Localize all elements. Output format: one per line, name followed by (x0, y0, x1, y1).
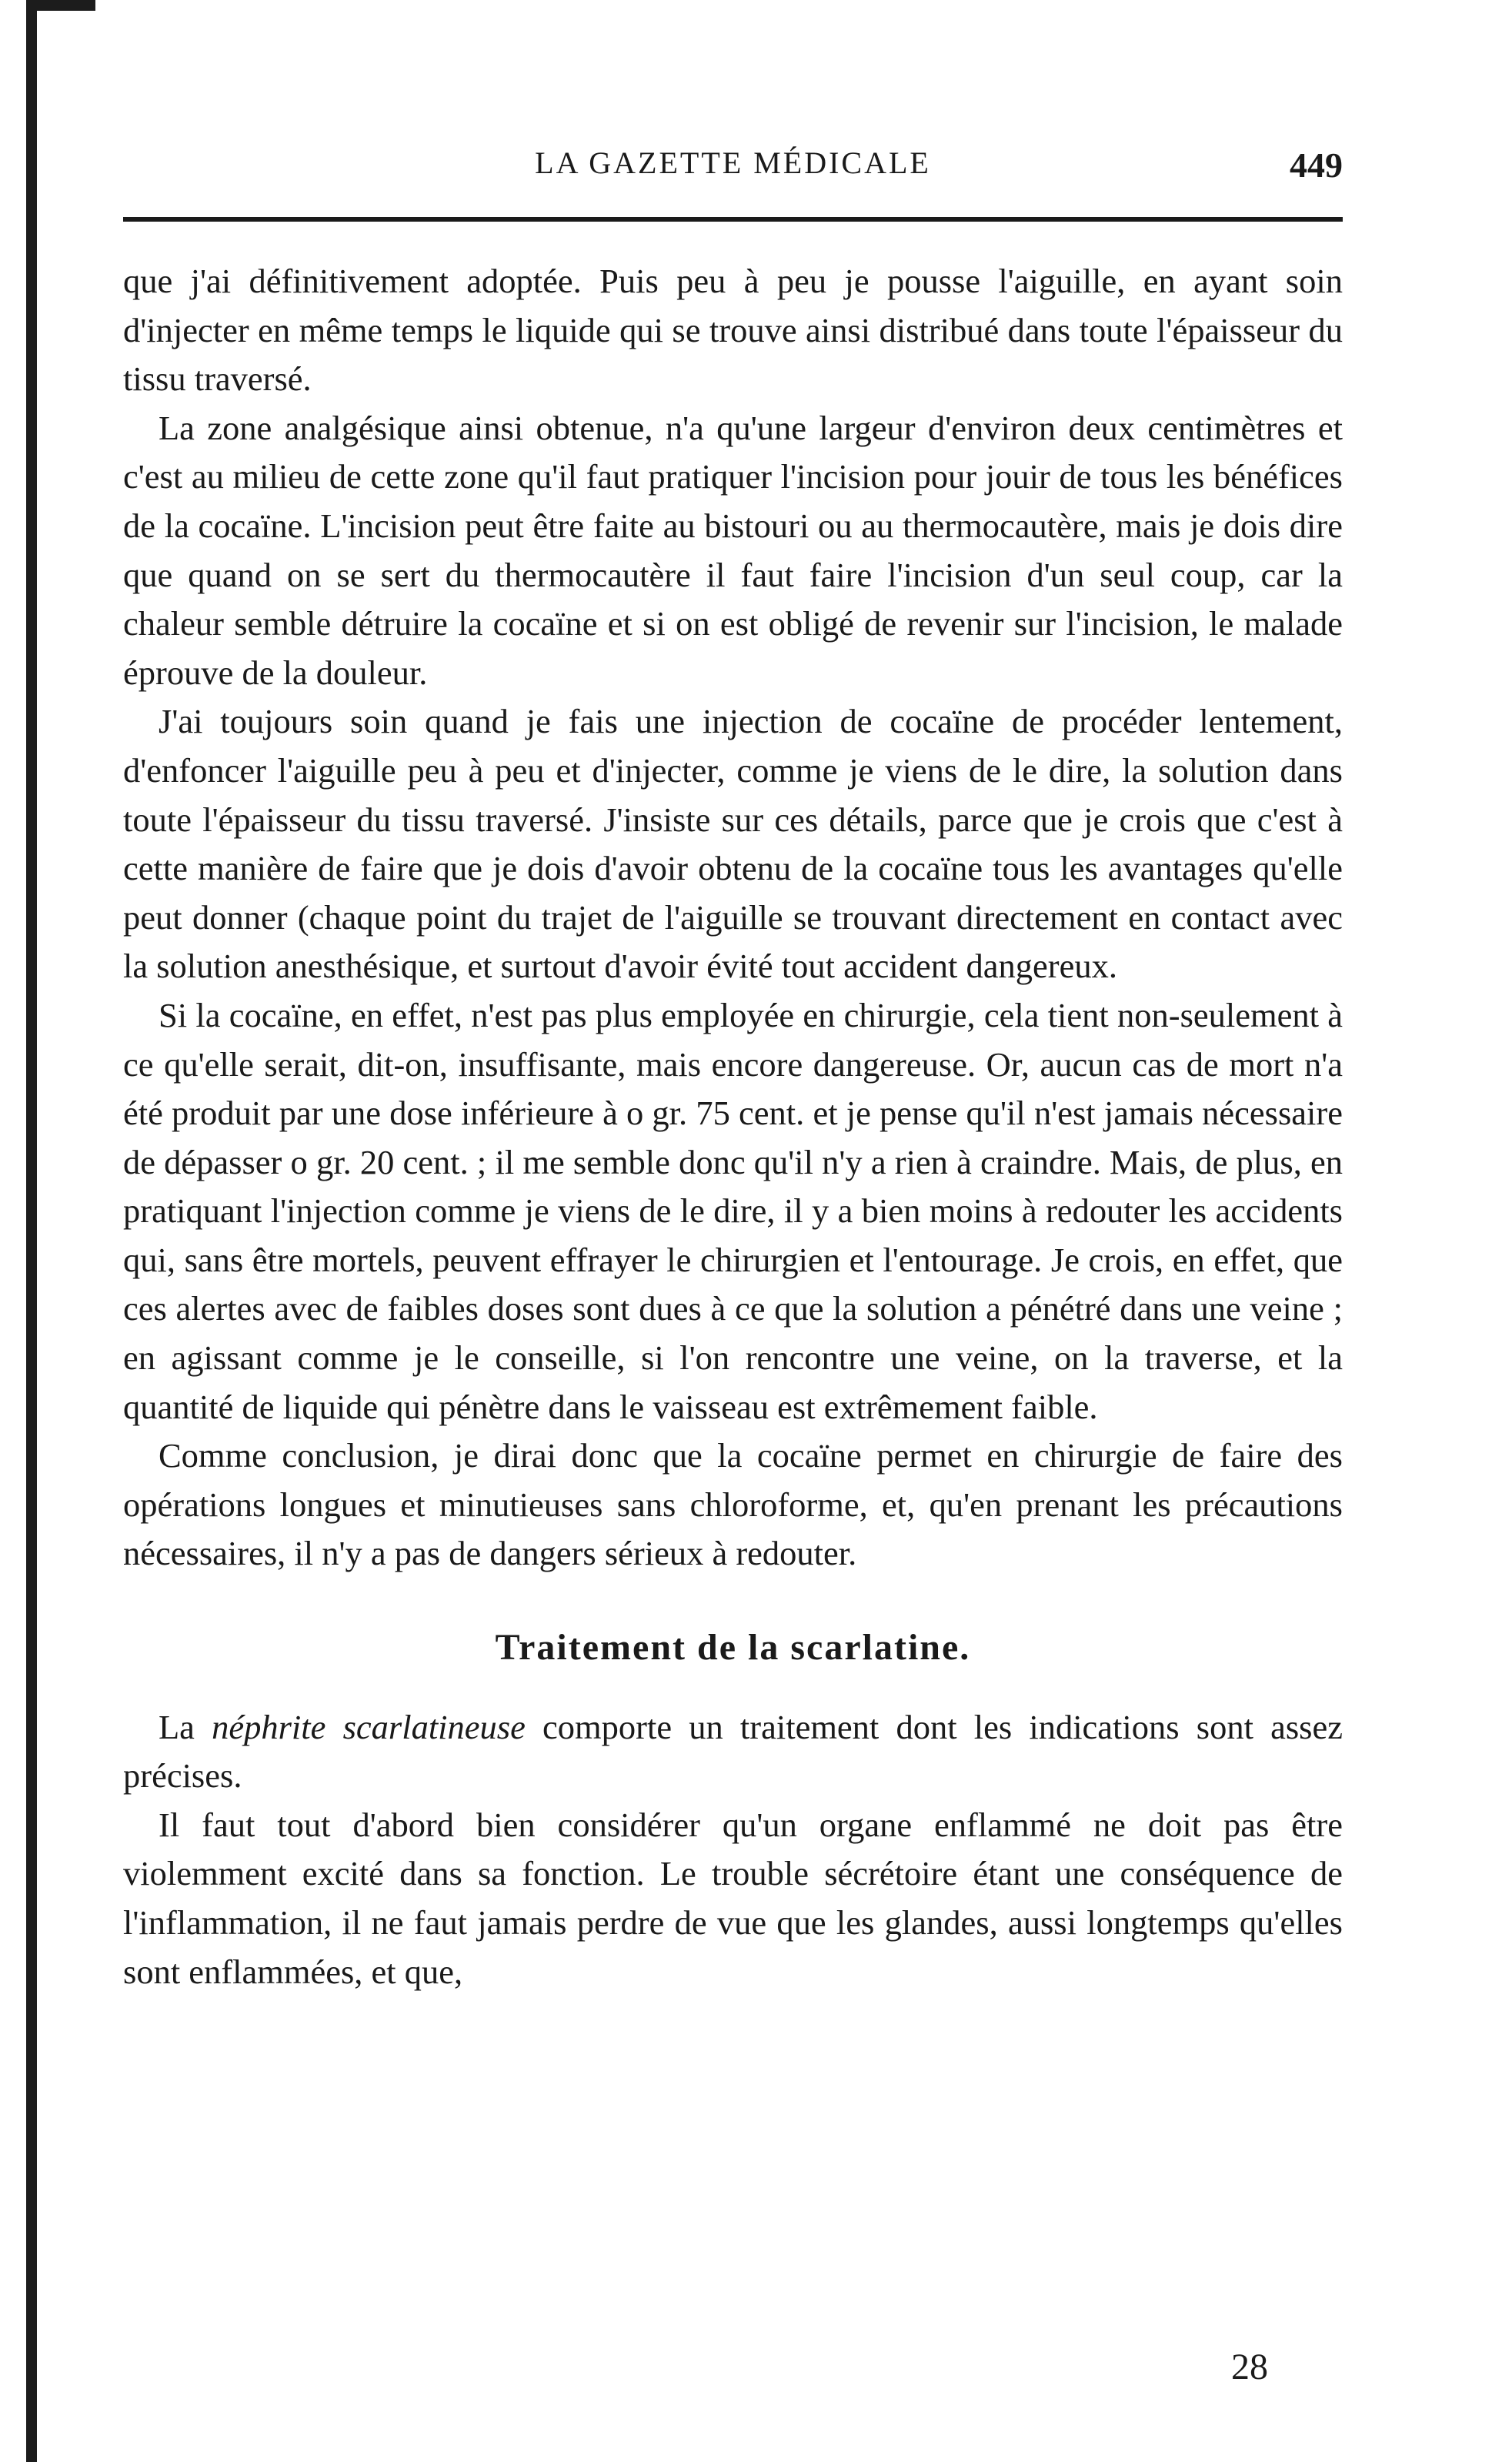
section-title: Traitement de la scarlatine. (495, 1627, 971, 1669)
paragraph: Comme conclusion, je dirai donc que la cocaïne permet en chirurgie de faire des opérations longues et minutieuses sans chloroforme, et, qu'en prenant les précautions nécessaires, il n'y a pas de dangers sérieux à redouter. (123, 1436, 1343, 1573)
paragraph-lead: La (159, 1707, 212, 1746)
article-body (123, 257, 1343, 1996)
paragraph: Si la cocaïne, en effet, n'est pas plus employée en chirurgie, cela tient non-seulement à ce qu'elle serait, dit-on, insuffisante, mais encore dangereuse. Or, aucun cas de mort n'a été produit par une dose inférieure à o gr. 75 cent. et je pense qu'il n'est jamais nécessaire de dépasser o gr. 20 cent. ; il me semble donc qu'il n'y a rien à craindre. Mais, de plus, en pratiquant l'injection comme je viens de le dire, il y a bien moins à redouter les accidents qui, sans être mortels, peuvent effrayer le chirurgien et l'entourage. Je crois, en effet, que ces alertes avec de faibles doses sont dues à ce que la solution a pénétré dans une veine ; en agissant comme je le conseille, si l'on rencontre une veine, on la traverse, et la quantité de liquide qui pénètre dans le vaisseau est extrêmement faible. (123, 995, 1343, 1426)
paragraph: La zone analgésique ainsi obtenue, n'a qu'une largeur d'environ deux centimètres et c'est au milieu de cette zone qu'il faut pratiquer l'incision pour jouir de tous les bénéfices de la cocaïne. L'incision peut être faite au bistouri ou au thermocautère, mais je dois dire que quand on se sert du thermocautère il faut faire l'incision d'un seul coup, car la chaleur semble détruire la cocaïne et si on est obligé de revenir sur l'incision, le malade éprouve de la douleur. (123, 408, 1343, 692)
running-title: LA GAZETTE MÉDICALE (535, 145, 931, 180)
signature-mark: 28 (1231, 2347, 1268, 2387)
paragraph (123, 1703, 1343, 1801)
paragraph: Il faut tout d'abord bien considérer qu'un organe enflammé ne doit pas être violemment excité dans sa fonction. Le trouble sécrétoire étant une conséquence de l'inflammation, il ne faut jamais perdre de vue que les glandes, aussi longtemps qu'elles sont enflammées, et que, (123, 1805, 1343, 1991)
running-head (123, 145, 1343, 191)
paragraph: J'ai toujours soin quand je fais une injection de cocaïne de procéder lentement, d'enfoncer l'aiguille peu à peu et d'injecter, comme je viens de le dire, la solution dans toute l'épaisseur du tissu traversé. J'insiste sur ces détails, parce que je crois que c'est à cette manière de faire que je dois d'avoir obtenu de la cocaïne tous les avantages qu'elle peut donner (chaque point du trajet de l'aiguille se trouvant directement en contact avec la solution anesthésique, et surtout d'avoir évité tout accident dangereux. (123, 702, 1343, 986)
page-number: 449 (1290, 145, 1343, 185)
paragraph-rest: comporte un traitement dont les indications sont assez précises. (123, 1707, 1343, 1796)
header-rule (123, 217, 1343, 222)
scan-edge-bar (26, 0, 37, 2462)
paragraph: que j'ai définitivement adoptée. Puis peu à peu je pousse l'aiguille, en ayant soin d'injecter en même temps le liquide qui se trouve ainsi distribué dans toute l'épaisseur du tissu traversé. (123, 262, 1343, 399)
scan-corner-mark (26, 0, 95, 11)
italic-term: néphrite scarlatineuse (212, 1707, 526, 1746)
